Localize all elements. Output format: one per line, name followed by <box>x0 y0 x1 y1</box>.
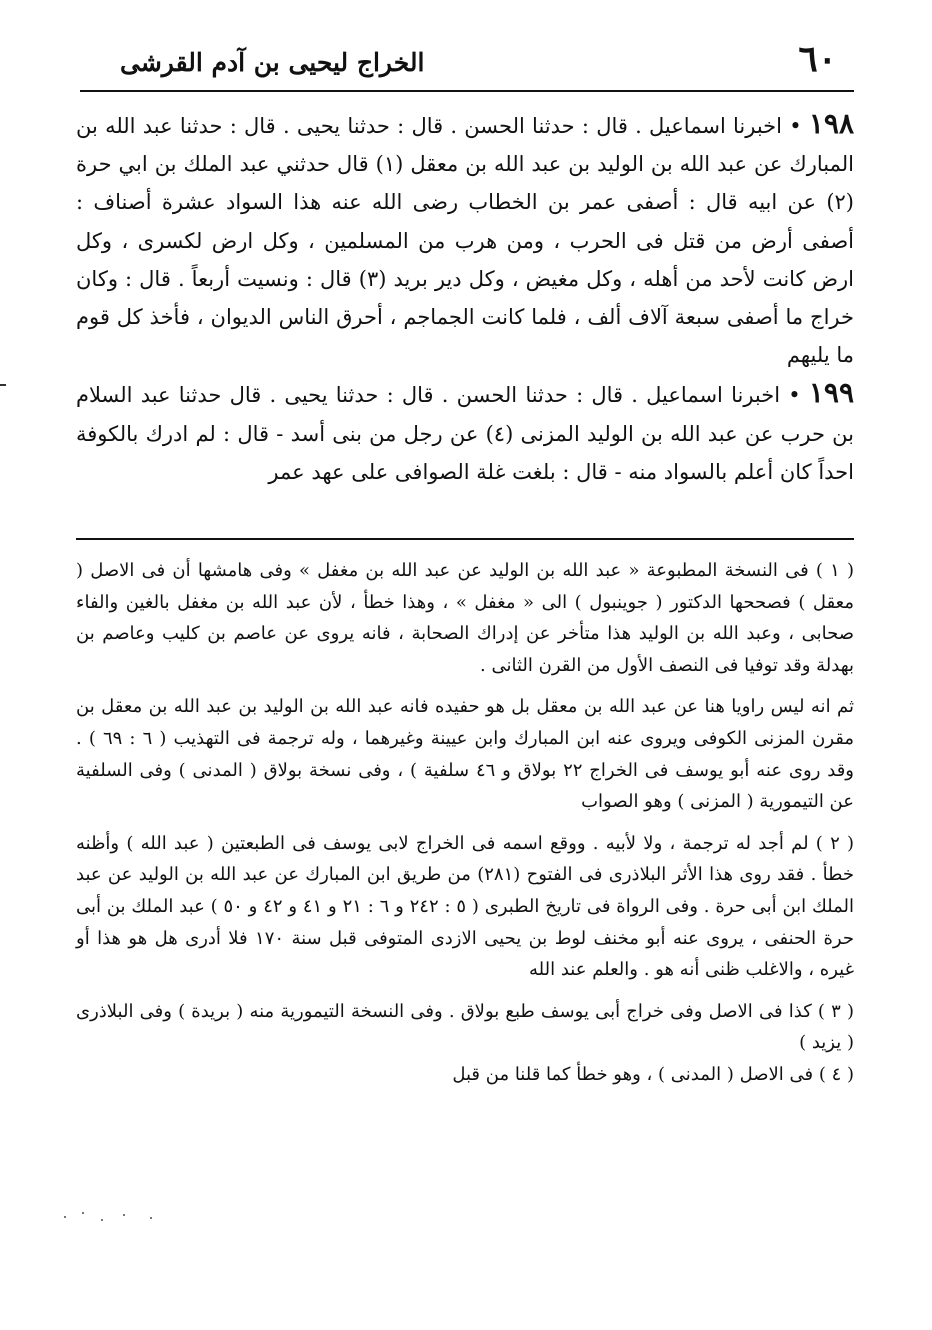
footnote-paragraph: ( ٤ ) فى الاصل ( المدنى ) ، وهو خطأ كما قلنا من قبل <box>452 1063 854 1085</box>
scan-margin-mark <box>0 384 6 386</box>
footnote-4 <box>76 1059 854 1091</box>
tradition-number: ١٩٩ <box>808 376 854 410</box>
running-title: الخراج ليحيى بن آدم القرشى <box>120 48 425 77</box>
speck <box>64 1216 66 1218</box>
footnotes <box>76 555 854 1091</box>
main-text <box>76 105 854 491</box>
tradition-199 <box>76 374 854 491</box>
speck <box>82 1212 84 1214</box>
footnote-gap <box>76 818 854 828</box>
footnote-paragraph: ( ١ ) فى النسخة المطبوعة « عبد الله بن الوليد عن عبد الله بن مغفل » وفى هامشها أن فى الاصل ( معقل ) فصححها الدكتور ( جوينبول ) الى « مغفل » ، وهذا خطأ ، لأن عبد الله بن مغفل بالغين والفاء صحابى ، وعبد الله بن الوليد هذا متأخر عن إدراك الصحابة ، فانه يروى عن عاصم بن كليب وعاصم بن بهدلة وقد توفيا فى النصف الأول من القرن الثانى . <box>76 560 854 676</box>
paragraph-gap <box>76 681 854 691</box>
tradition-198 <box>76 105 854 374</box>
scan-specks <box>60 1210 170 1226</box>
speck <box>150 1217 152 1219</box>
footnote-2 <box>76 828 854 986</box>
page-header <box>80 38 837 88</box>
footnote-3 <box>76 996 854 1059</box>
tradition-text: • اخبرنا اسماعيل . قال : حدثنا الحسن . قال : حدثنا يحيى . قال : حدثنا عبد الله بن المبارك عن عبد الله بن الوليد بن عبد الله بن معقل (١) قال حدثني عبد الملك بن ابي حرة (٢) عن ابيه قال : أصفى عمر بن الخطاب رضى الله عنه هذا السواد عشرة أصناف : أصفى أرض من قتل فى الحرب ، ومن هرب من المسلمين ، وكل ارض لكسرى ، وكل ارض كانت لأحد من أهله ، وكل مغيض ، وكل دير بريد (٣) قال : ونسيت أربعاً . قال : وكان خراج ما أصفى سبعة آلاف ألف ، فلما كانت الجماجم ، أحرق الناس الديوان ، فأخذ كل قوم ما يليهم <box>76 114 854 368</box>
speck <box>123 1214 125 1216</box>
page-number: ٦٠ <box>798 38 837 80</box>
footnote-separator-rule <box>76 538 854 540</box>
footnote-paragraph: ( ٣ ) كذا فى الاصل وفى خراج أبى يوسف طبع بولاق . وفى النسخة التيمورية منه ( بريدة ) وفى البلاذرى ( يزيد ) <box>76 1000 855 1054</box>
footnote-paragraph: ( ٢ ) لم أجد له ترجمة ، ولا لأبيه . ووقع اسمه فى الخراج لابى يوسف فى الطبعتين ( عبد الله ) وأظنه خطأ . فقد روى هذا الأثر البلاذرى فى الفتوح (٢٨١) من طريق ابن المبارك عن عبد الله بن الوليد عن عبد الملك ابن أبى حرة . وفى الرواة فى تاريخ الطبرى ( ٥ : ٢٤٢ و ٦ : ٢١ و ٤١ و ٤٢ و ٥٠ ) عبد الملك بن أبى حرة الحنفى ، يروى عنه أبو مخنف لوط بن يحيى الازدى المتوفى قبل سنة ١٧٠ فلا أدرى هل هو هذا أو غيره ، والاغلب ظنى أنه هو . والعلم عند الله <box>76 832 855 981</box>
tradition-number: ١٩٨ <box>808 107 854 140</box>
footnote-1 <box>76 555 854 818</box>
speck <box>101 1219 103 1221</box>
tradition-text: • اخبرنا اسماعيل . قال : حدثنا الحسن . قال : حدثنا يحيى . قال حدثنا عبد السلام بن حرب عن عبد الله بن الوليد المزنى (٤) عن رجل من بنى أسد - قال : لم ادرك بالكوفة احداً كان أعلم بالسواد منه - قال : بلغت غلة الصوافى على عهد عمر <box>76 383 855 484</box>
footnote-paragraph: ثم انه ليس راويا هنا عن عبد الله بن معقل بل هو حفيده فانه عبد الله بن الوليد بن عبد الله بن معقل بن مقرن المزنى الكوفى ويروى عنه ابن المبارك وابن عيينة وغيرهما ، وله ترجمة فى التهذيب ( ٦ : ٦٩ ) . وقد روى عنه أبو يوسف فى الخراج ٢٢ بولاق و ٤٦ سلفية ) ، وفى نسخة بولاق ( المدنى ) وفى السلفية عن التيمورية ( المزنى ) وهو الصواب <box>76 696 854 813</box>
header-rule <box>80 90 854 92</box>
footnote-gap <box>76 986 854 996</box>
